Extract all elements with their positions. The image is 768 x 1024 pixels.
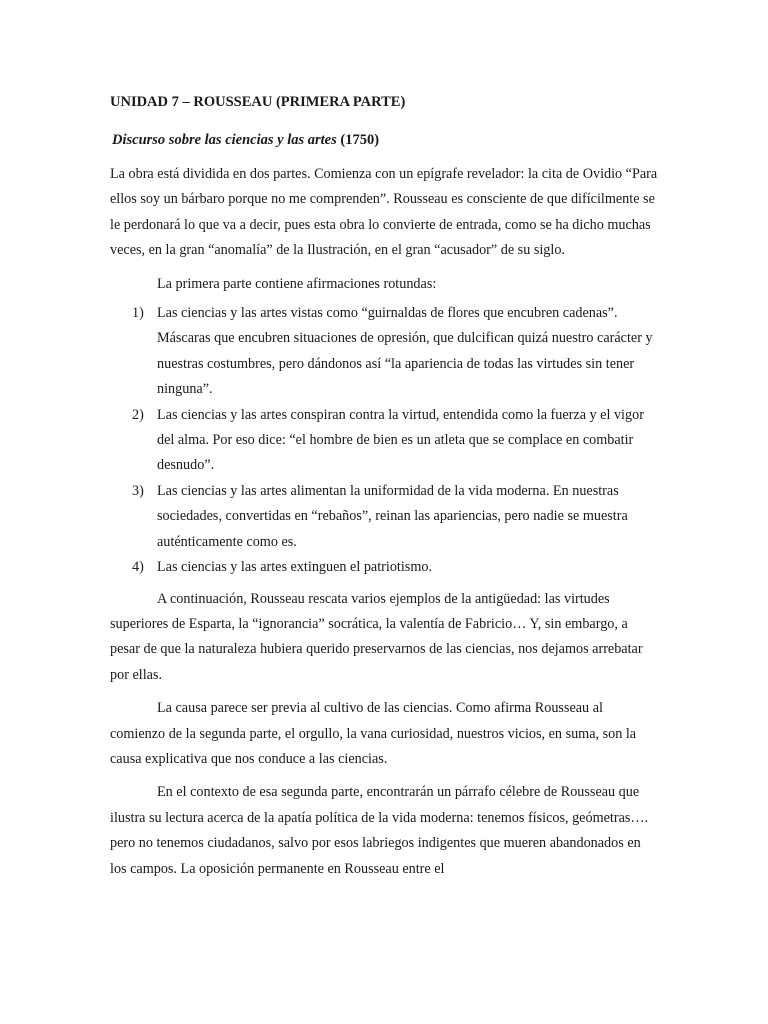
context-paragraph: En el contexto de esa segunda parte, encontrarán un párrafo célebre de Rousseau que ilustra su lectura acerca de la apatía política de la vida moderna: tenemos físicos, geómetras…. pero no tenemos ciudadanos, salvo por esos labriegos indigentes que mueren abandonados en los campos. La oposición permanente en Rousseau entre el [110, 784, 649, 877]
list-item-text: Las ciencias y las artes conspiran contra la virtud, entendida como la fuerza y el vigor del alma. Por eso dice: “el hombre de bien es un atleta que se complace en combatir desnudo”. [157, 406, 644, 474]
list-item-number: 4) [132, 559, 144, 576]
list-item [110, 555, 658, 580]
work-year: (1750) [340, 132, 380, 148]
examples-paragraph: A continuación, Rousseau rescata varios ejemplos de la antigüedad: las virtudes superiores de Esparta, la “ignorancia” socrática, la valentía de Fabricio… Y, sin embargo, a pesar de que la naturaleza hubiera querido preservarnos de las ciencias, nos dejamos arrebatar por ellas. [110, 590, 643, 683]
intro-paragraph: La obra está dividida en dos partes. Comienza con un epígrafe revelador: la cita de Ovidio “Para ellos soy un bárbaro porque no me comprenden”. Rousseau es consciente de que difícilmente se le perdonará lo que va a decir, pues esta obra lo convierte de entrada, como se ha dicho muchas veces, en la gran “anomalía” de la Ilustración, en el gran “acusador” de su siglo. [110, 166, 658, 259]
document-heading: UNIDAD 7 – ROUSSEAU (PRIMERA PARTE) [110, 94, 406, 110]
cause-paragraph: La causa parece ser previa al cultivo de las ciencias. Como afirma Rousseau al comienzo de la segunda parte, el orgullo, la vana curiosidad, nuestros vicios, en suma, son la causa explicativa que nos conduce a las ciencias. [110, 700, 637, 767]
list-item-number: 3) [132, 482, 144, 499]
claims-list [110, 301, 658, 580]
list-item [110, 479, 658, 555]
list-item-text: Las ciencias y las artes alimentan la uniformidad de la vida moderna. En nuestras sociedades, convertidas en “rebaños”, reinan las apariencias, pero nadie se muestra auténticamente como es. [157, 482, 628, 550]
list-item [110, 403, 658, 479]
list-intro-paragraph: La primera parte contiene afirmaciones rotundas: [157, 275, 437, 292]
list-item-number: 2) [132, 406, 144, 423]
document-subtitle [112, 130, 658, 150]
list-item-text: Las ciencias y las artes vistas como “guirnaldas de flores que encubren cadenas”. Máscaras que encubren situaciones de opresión, que dulcifican quizá nuestro carácter y nuestras costumbres, pero dándonos así “la apariencia de todas las virtudes sin tener ninguna”. [157, 305, 653, 398]
list-item-number: 1) [132, 305, 144, 322]
work-title: Discurso sobre las ciencias y las artes [112, 132, 337, 148]
list-item [110, 301, 658, 403]
list-item-text: Las ciencias y las artes extinguen el patriotismo. [157, 559, 432, 576]
